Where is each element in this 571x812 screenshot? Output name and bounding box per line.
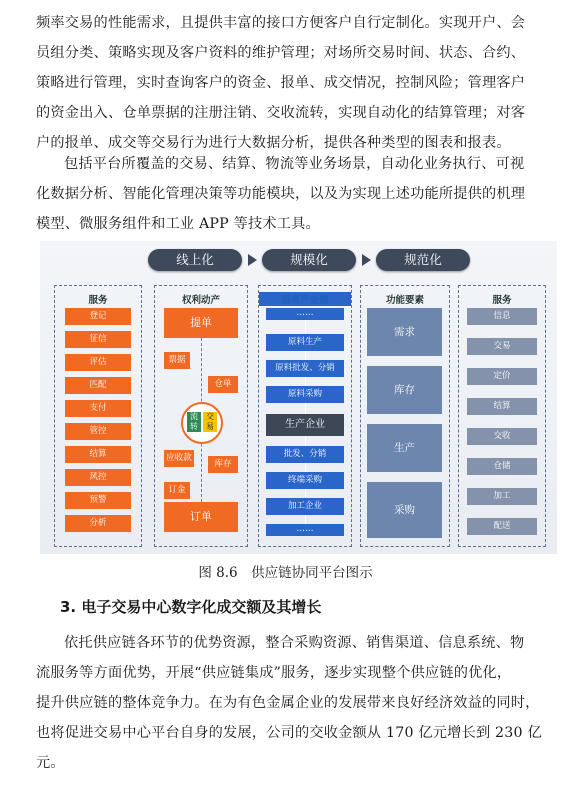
service-item: 交易: [467, 338, 537, 355]
service-item: 支付: [65, 400, 131, 417]
text-line: 也将促进交易中心平台自身的发展，公司的交收金额从 170 亿元增长到 230 亿: [36, 725, 542, 741]
pill-scale: 规模化: [262, 249, 356, 271]
chain-item: 批发、分销: [266, 446, 344, 463]
chain-item: 原料生产: [266, 334, 344, 351]
column-title: 服务产业链: [259, 292, 351, 306]
trade-label: 交易: [203, 412, 217, 432]
asset-item-right: 仓单: [208, 376, 238, 393]
column-rights-assets: [154, 285, 248, 547]
service-item: 分析: [65, 515, 131, 532]
text-line: 模型、微服务组件和工业 APP 等技术工具。: [36, 216, 320, 232]
service-item: 定价: [467, 368, 537, 385]
chain-item: 加工企业: [266, 498, 344, 515]
element-demand: 需求: [367, 308, 442, 356]
service-item: 风控: [65, 469, 131, 486]
text-line: 化数据分析、智能化管理决策等功能模块，以及为实现上述功能所提供的机理: [36, 186, 526, 202]
element-procurement: 采购: [367, 482, 442, 538]
column-title: 服务: [88, 295, 108, 306]
text-line: 提升供应链的整体竞争力。在为有色金属企业的发展带来良好经济效益的同时，: [36, 695, 540, 711]
text-line: 频率交易的性能需求，且提供丰富的接口方便客户自行定制化。实现开户、会: [36, 15, 526, 31]
element-production: 生产: [367, 424, 442, 472]
column-services-left: [54, 285, 142, 547]
text-line: 依托供应链各环节的优势资源，整合采购资源、销售渠道、信息系统、物: [64, 635, 525, 651]
column-title: 功能要素: [385, 295, 424, 306]
column-services-right: [458, 285, 546, 547]
service-item: 仓储: [467, 458, 537, 475]
chain-item: 终端采购: [266, 472, 344, 489]
pill-online: 线上化: [148, 249, 242, 271]
paragraph-1: [36, 8, 546, 158]
section-heading: 3. 电子交易中心数字化成交额及其增长: [60, 598, 322, 616]
text-line: 策略进行管理，实时查询客户的资金、报单、成交情况，控制风险；管理客户: [36, 75, 526, 91]
service-item: 交收: [467, 428, 537, 445]
element-inventory: 库存: [367, 366, 442, 414]
text-line: 的资金出入、仓单票据的注册注销、交收流转，实现自动化的结算管理；对客: [36, 105, 526, 121]
production-enterprise: 生产企业: [266, 414, 344, 436]
chain-ellipsis: ……: [266, 524, 344, 536]
text-line: 元。: [36, 755, 65, 771]
service-item: 评估: [65, 354, 131, 371]
service-item: 加工: [467, 488, 537, 505]
column-function-elements: [360, 285, 450, 547]
column-title: 服务: [492, 295, 512, 306]
asset-item-left: 订金: [164, 482, 190, 499]
asset-item-left: 票据: [164, 352, 190, 369]
asset-item-left: 应收款: [164, 450, 194, 467]
chain-item: 原料采购: [266, 386, 344, 403]
pill-standard: 规范化: [376, 249, 470, 271]
chain-ellipsis: ……: [266, 308, 344, 320]
asset-item-right: 库存: [208, 456, 238, 473]
service-item: 结算: [467, 398, 537, 415]
figure-caption: 图 8.6 供应链协同平台图示: [198, 565, 373, 581]
bill-of-lading-box: 提单: [164, 308, 238, 338]
service-item: 登记: [65, 308, 131, 325]
service-item: 管控: [65, 423, 131, 440]
text-line: 户的报单、成交等交易行为进行大数据分析，提供各种类型的图表和报表。: [36, 135, 511, 151]
supply-chain-platform-figure: [40, 241, 557, 554]
paragraph-2: [36, 149, 546, 239]
service-item: 配送: [467, 518, 537, 535]
text-line: 员组分类、策略实现及客户资料的维护管理；对场所交易时间、状态、合约、: [36, 45, 526, 61]
paragraph-3: [36, 628, 546, 778]
chain-item: 原料批发、分销: [266, 360, 344, 377]
service-item: 匹配: [65, 377, 131, 394]
arrow-icon: [362, 254, 371, 266]
arrow-icon: [248, 254, 257, 266]
circulation-circle: [181, 402, 223, 444]
text-line: 包括平台所覆盖的交易、结算、物流等业务场景，自动化业务执行、可视: [64, 156, 525, 172]
service-item: 信息: [467, 308, 537, 325]
circulation-label: 流转: [187, 412, 201, 432]
service-item: 预警: [65, 492, 131, 509]
text-line: 流服务等方面优势，开展“供应链集成”服务，逐步实现整个供应链的优化，: [36, 665, 512, 681]
column-industry-chain: [258, 285, 352, 547]
order-box: 订单: [164, 502, 238, 532]
service-item: 结算: [65, 446, 131, 463]
service-item: 征信: [65, 331, 131, 348]
column-title: 权利动产: [181, 295, 220, 306]
